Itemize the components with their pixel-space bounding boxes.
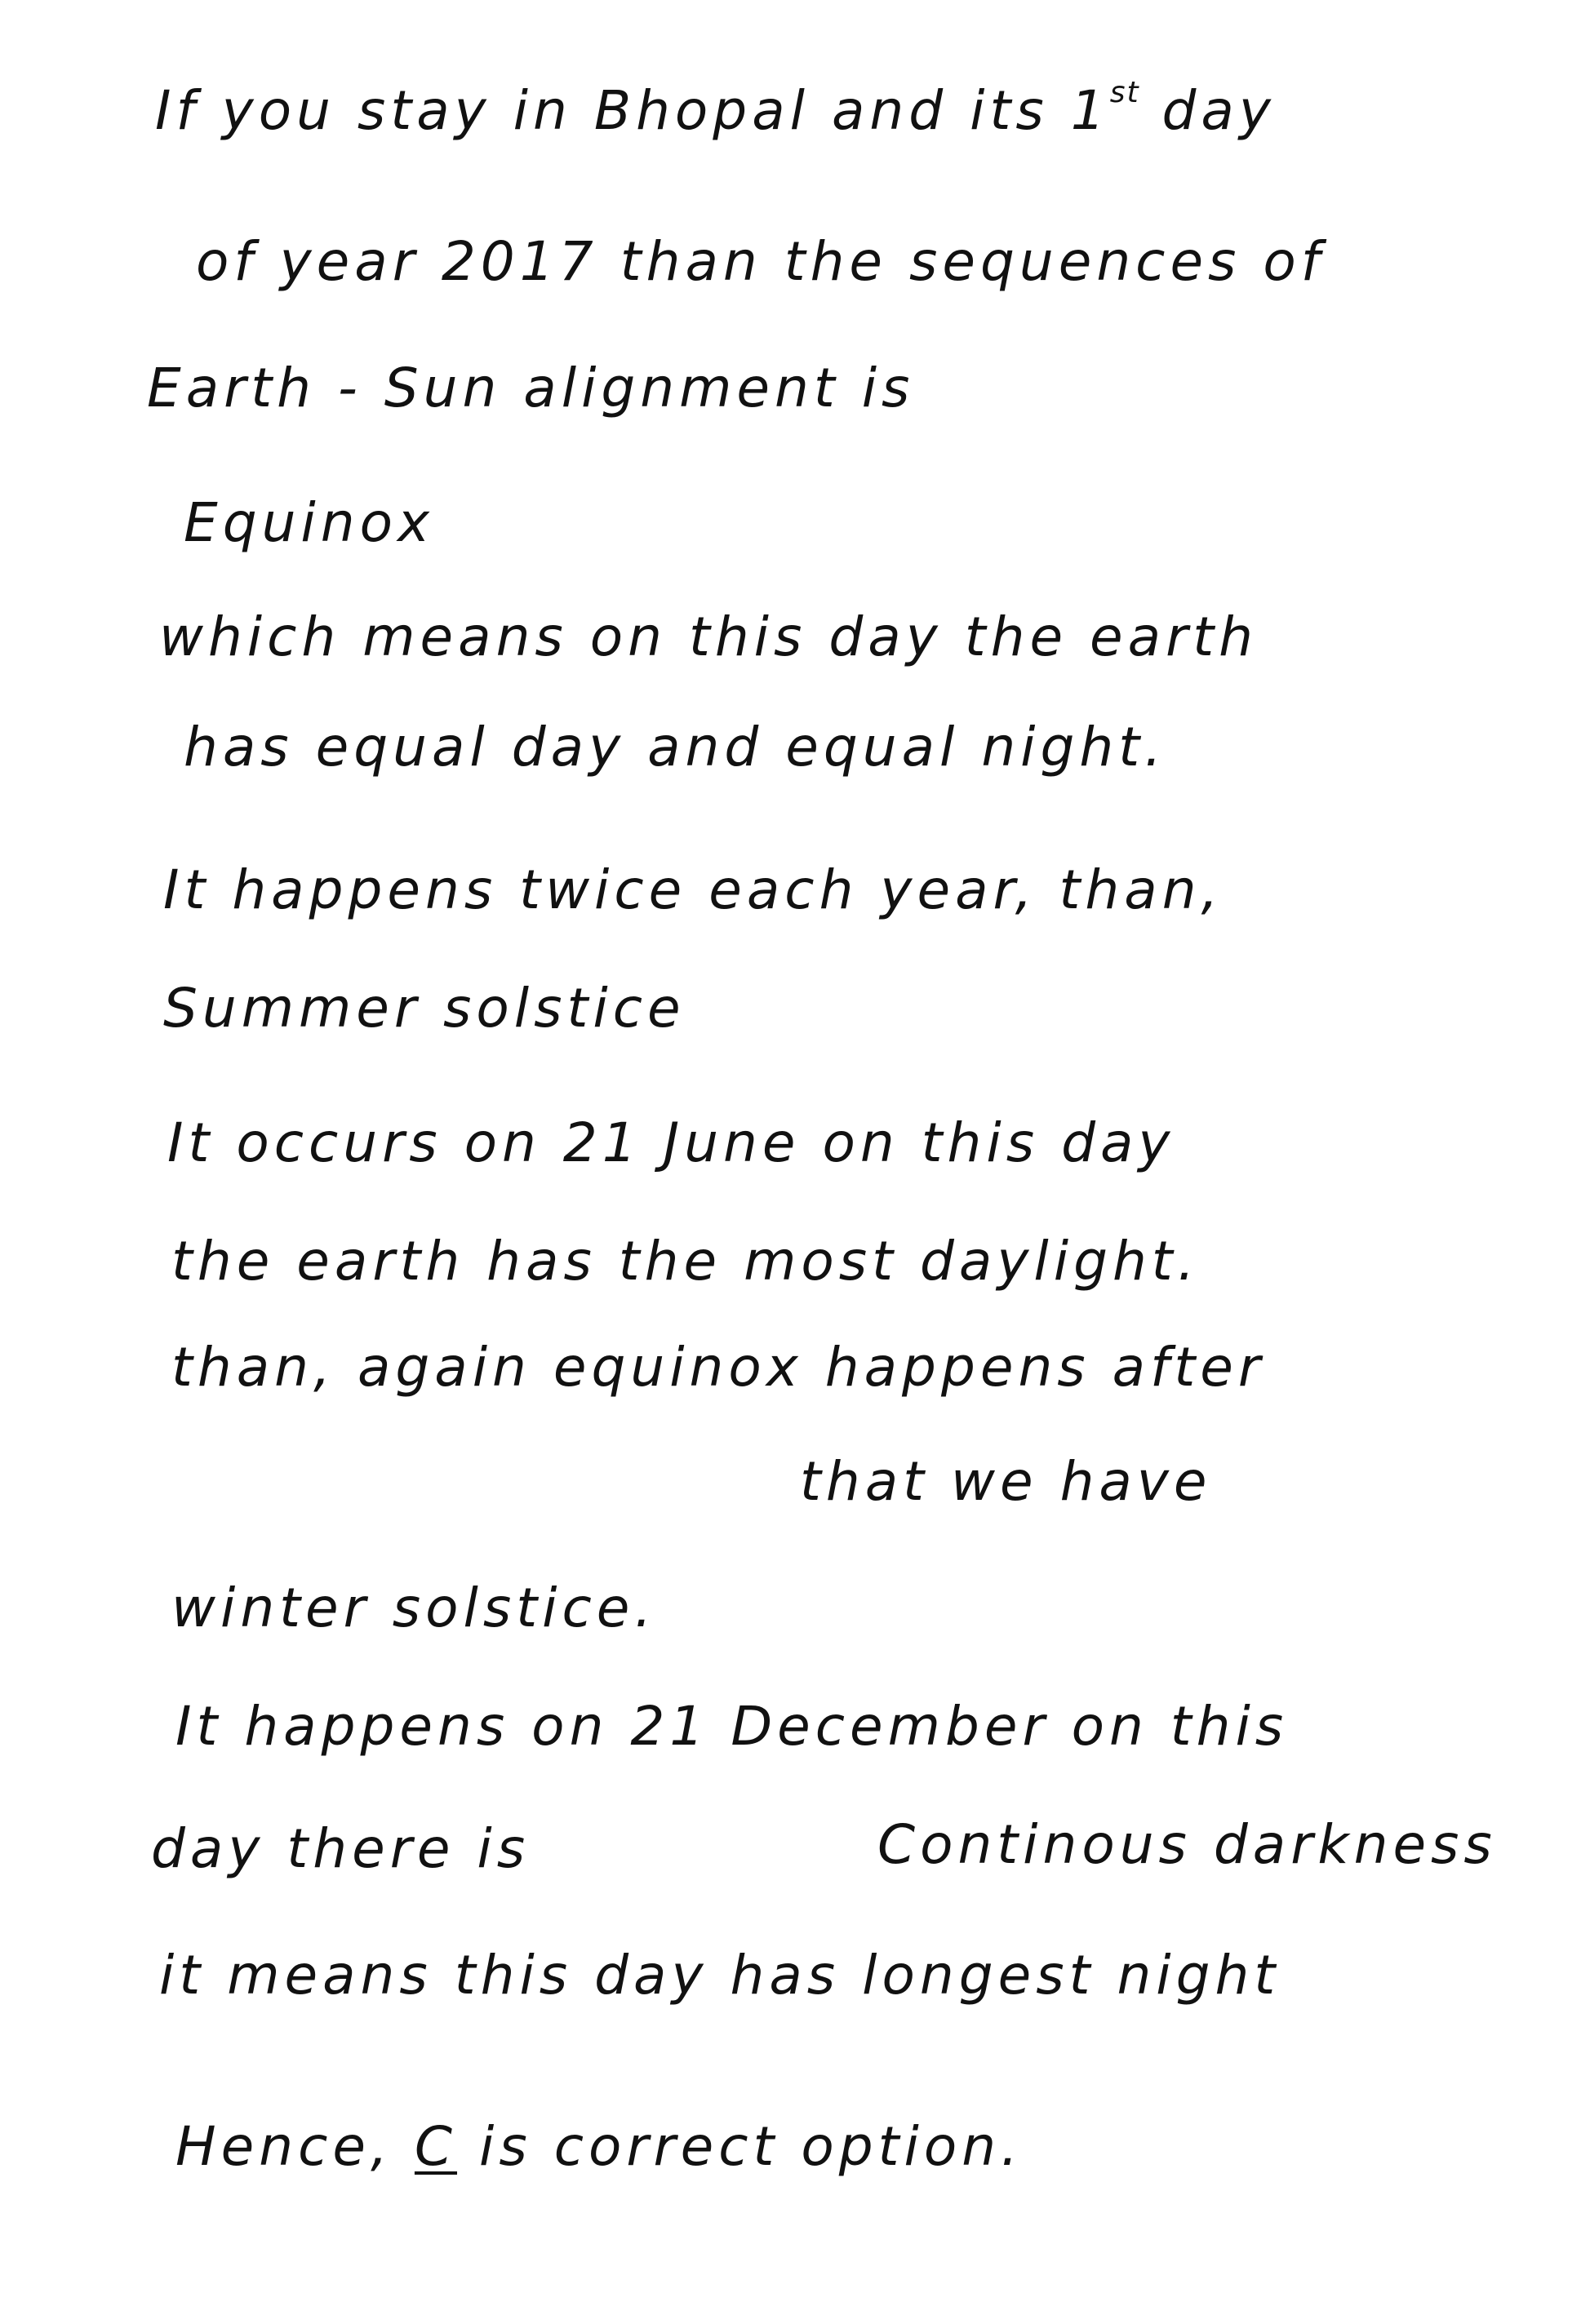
line-3	[147, 359, 914, 419]
line-7-text: It happens twice each year, than,	[163, 858, 1224, 921]
line-9-text: It occurs on 21 June on this day	[167, 1111, 1175, 1174]
line-15-text: day there is	[151, 1817, 531, 1880]
line-6	[184, 718, 1166, 778]
line-7	[163, 858, 1224, 921]
line-10	[171, 1232, 1200, 1292]
line-5-text: which means on this day the earth	[159, 605, 1258, 668]
line-14	[175, 1697, 1288, 1757]
line-15-text-right: Continous darkness	[877, 1813, 1497, 1876]
line-5	[159, 605, 1258, 668]
line-4	[184, 491, 435, 554]
line-11	[171, 1338, 1265, 1398]
line-1	[155, 76, 1276, 142]
line-13-text: winter solstice.	[171, 1577, 657, 1639]
line-2	[196, 230, 1326, 293]
line-12-text: that we have	[800, 1450, 1212, 1513]
line-4-text: Equinox	[184, 491, 435, 554]
line-3-text: Earth - Sun alignment is	[147, 357, 915, 419]
answer-option: C	[414, 2115, 458, 2178]
line-9	[167, 1111, 1175, 1174]
line-1-text: If you stay in Bhopal and its 1	[155, 79, 1110, 142]
line-12	[800, 1452, 1212, 1512]
line-11-text: than, again equinox happens after	[171, 1336, 1265, 1399]
line-17-text: Hence,	[175, 2115, 415, 2178]
line-16	[159, 1946, 1280, 2006]
line-14-text: It happens on 21 December on this	[175, 1695, 1289, 1758]
line-10-text: the earth has the most daylight.	[171, 1230, 1200, 1293]
line-15	[151, 1817, 531, 1880]
line-17-text-end: is correct option.	[457, 2115, 1024, 2178]
line-16-text: it means this day has longest night	[159, 1944, 1281, 2007]
line-8	[163, 979, 686, 1039]
line-13	[171, 1579, 656, 1639]
line-8-text: Summer solstice	[163, 977, 686, 1040]
line-1-text-end: day	[1139, 79, 1276, 142]
ordinal-suffix: st	[1109, 76, 1140, 109]
line-17	[175, 2115, 1024, 2178]
line-15-right	[877, 1813, 1497, 1876]
line-2-text: of year 2017 than the sequences of	[196, 230, 1326, 293]
line-6-text: has equal day and equal night.	[184, 716, 1167, 778]
